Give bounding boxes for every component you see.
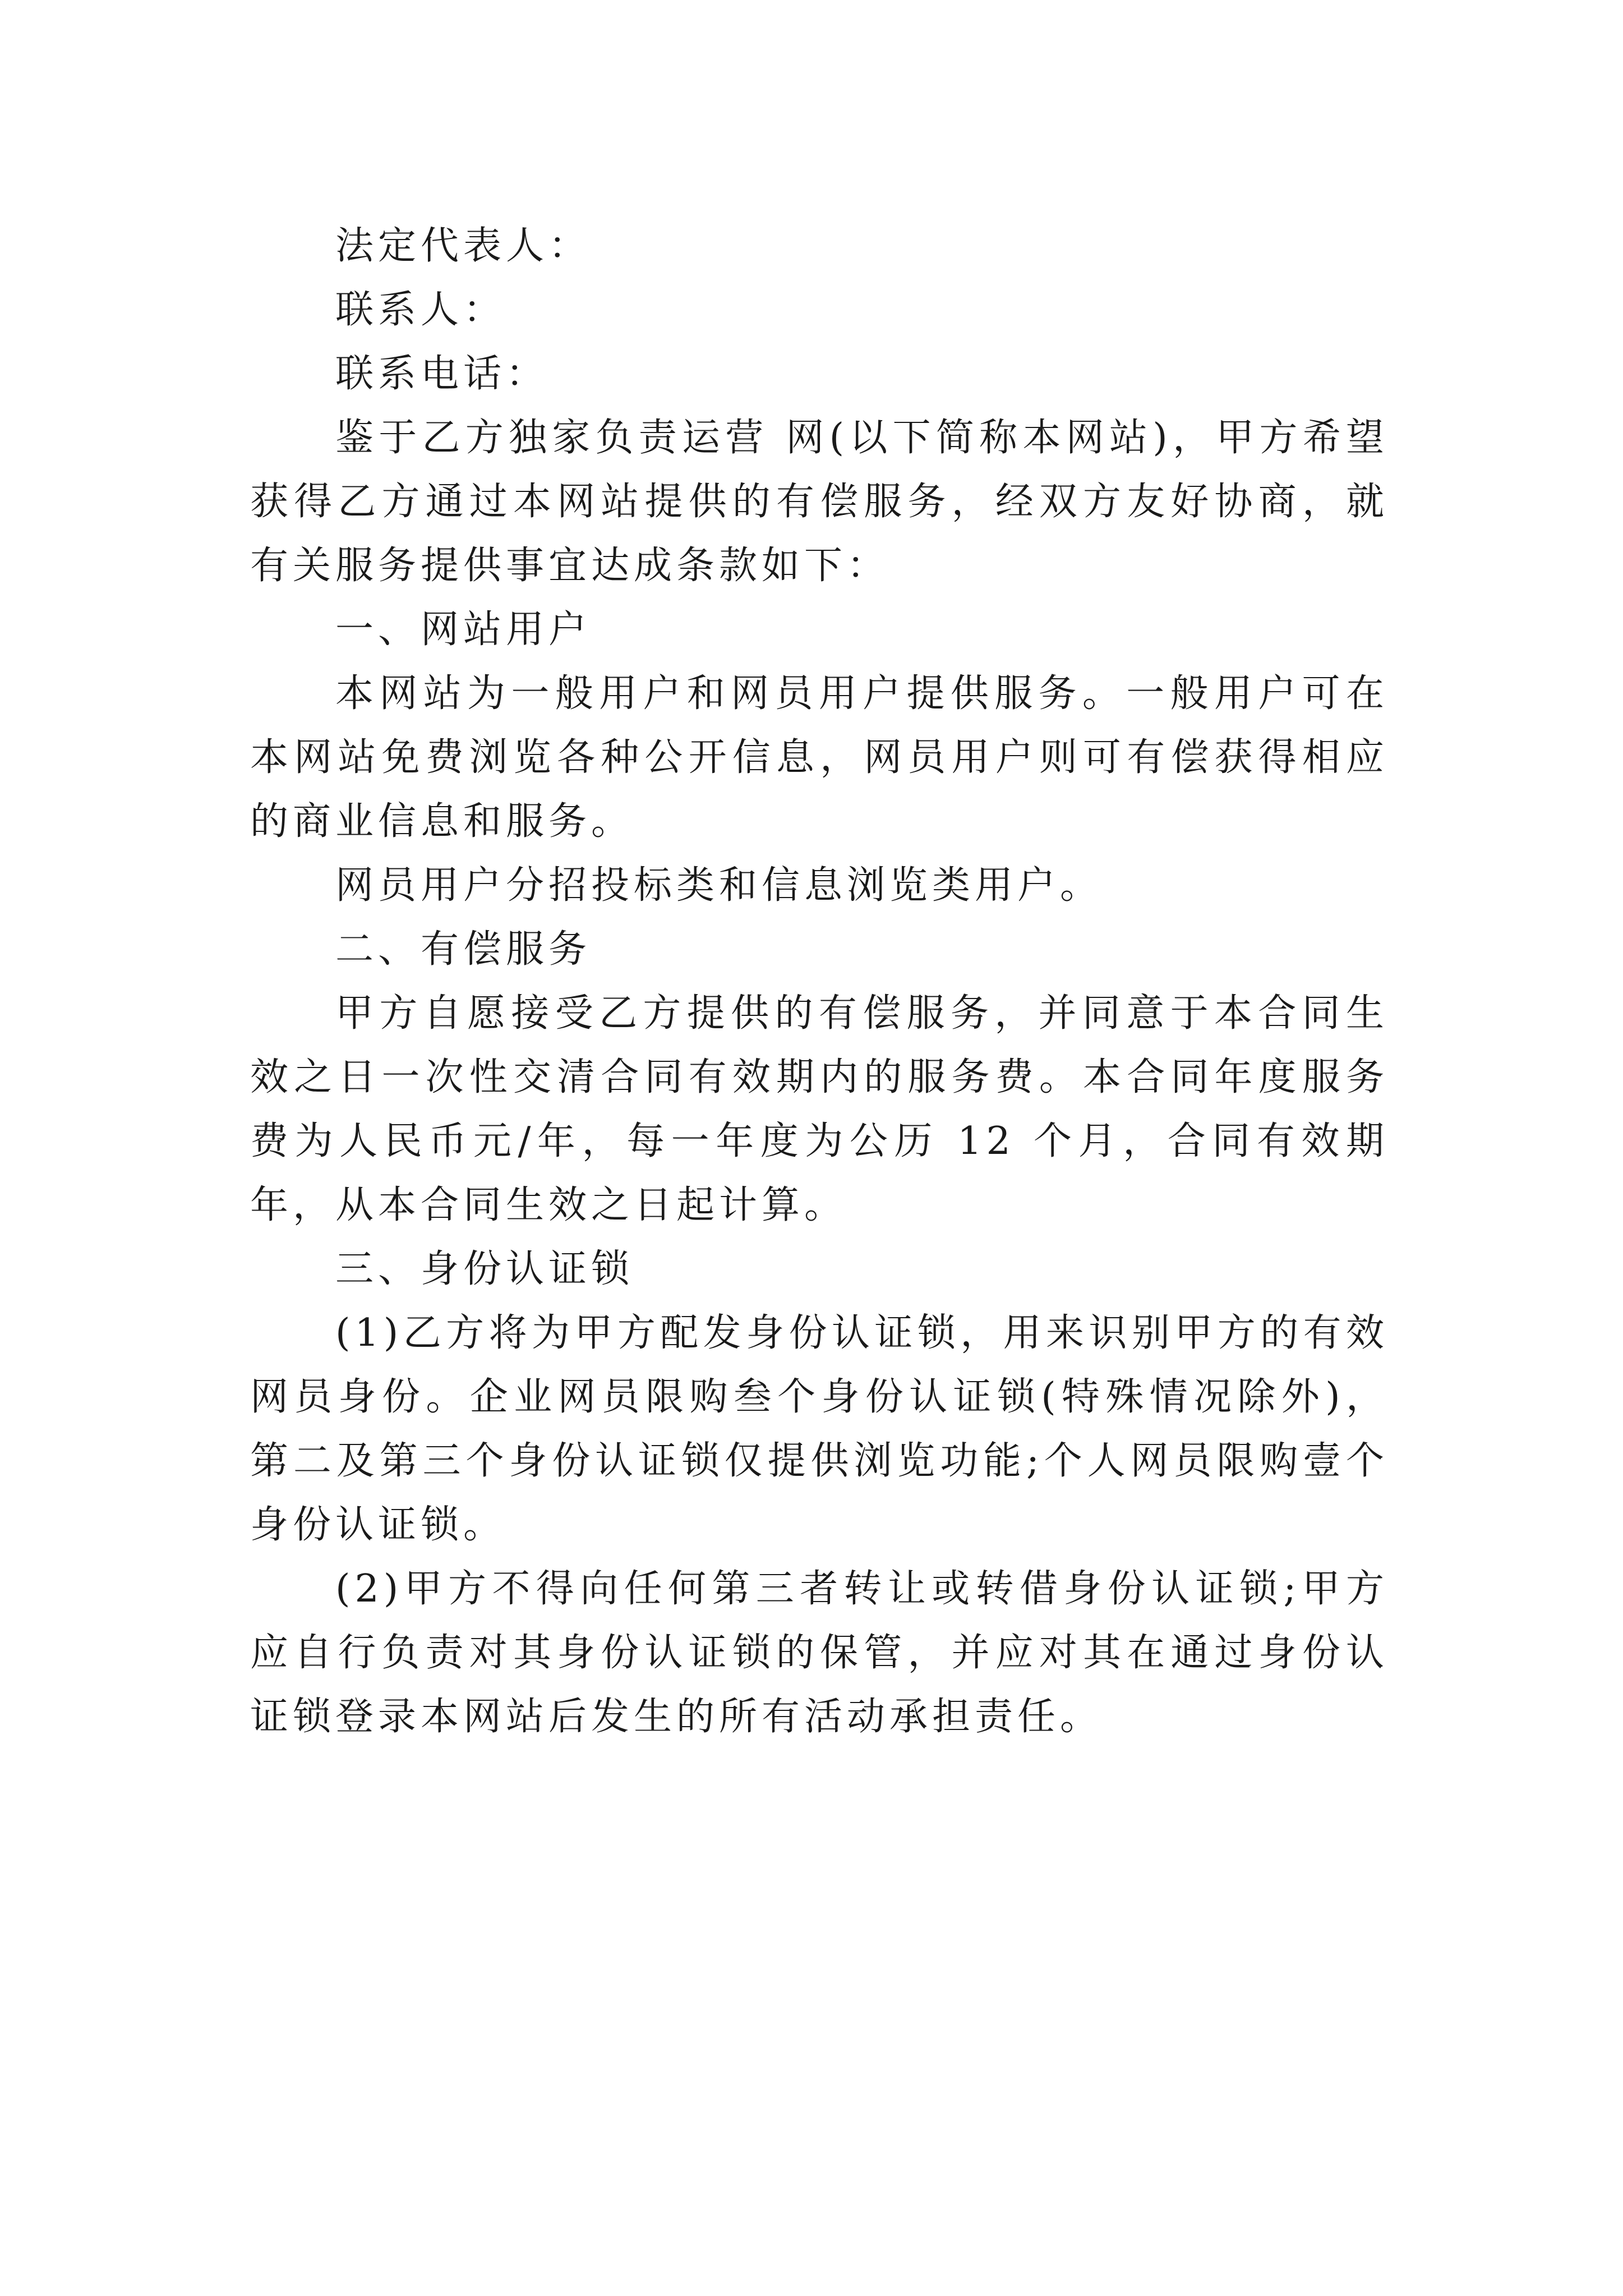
- document-body: [250, 214, 1389, 1749]
- preamble-paragraph: 鉴于乙方独家负责运营 网(以下简称本网站)，甲方希望获得乙方通过本网站提供的有偿服务，经双方友好协商，就有关服务提供事宜达成条款如下：: [250, 416, 1389, 588]
- member-types-paragraph: 网员用户分招投标类和信息浏览类用户。: [335, 863, 1103, 908]
- website-users-paragraph: 本网站为一般用户和网员用户提供服务。一般用户可在本网站免费浏览各种公开信息，网员用户则可有偿获得相应的商业信息和服务。: [250, 671, 1389, 844]
- section-heading-website-users: 一、网站用户: [335, 608, 592, 652]
- section-heading-auth-lock: 三、身份认证锁: [335, 1247, 634, 1291]
- auth-lock-clause-1: (1)乙方将为甲方配发身份认证锁，用来识别甲方的有效网员身份。企业网员限购叁个身份认证锁(特殊情况除外)，第二及第三个身份认证锁仅提供浏览功能;个人网员限购壹个身份认证锁。: [250, 1311, 1389, 1547]
- contact-person-line: 联系人：: [335, 288, 506, 332]
- section-heading-paid-service: 二、有偿服务: [335, 927, 592, 972]
- paid-service-paragraph: 甲方自愿接受乙方提供的有偿服务，并同意于本合同生效之日一次性交清合同有效期内的服务费。本合同年度服务费为人民币元/年，每一年度为公历 12 个月，合同有效期年，从本合同生效之日起计算。: [250, 991, 1389, 1227]
- auth-lock-clause-2: (2)甲方不得向任何第三者转让或转借身份认证锁;甲方应自行负责对其身份认证锁的保管，并应对其在通过身份认证锁登录本网站后发生的所有活动承担责任。: [250, 1567, 1389, 1739]
- contact-phone-line: 联系电话：: [335, 352, 549, 396]
- legal-representative-line: 法定代表人：: [335, 224, 592, 268]
